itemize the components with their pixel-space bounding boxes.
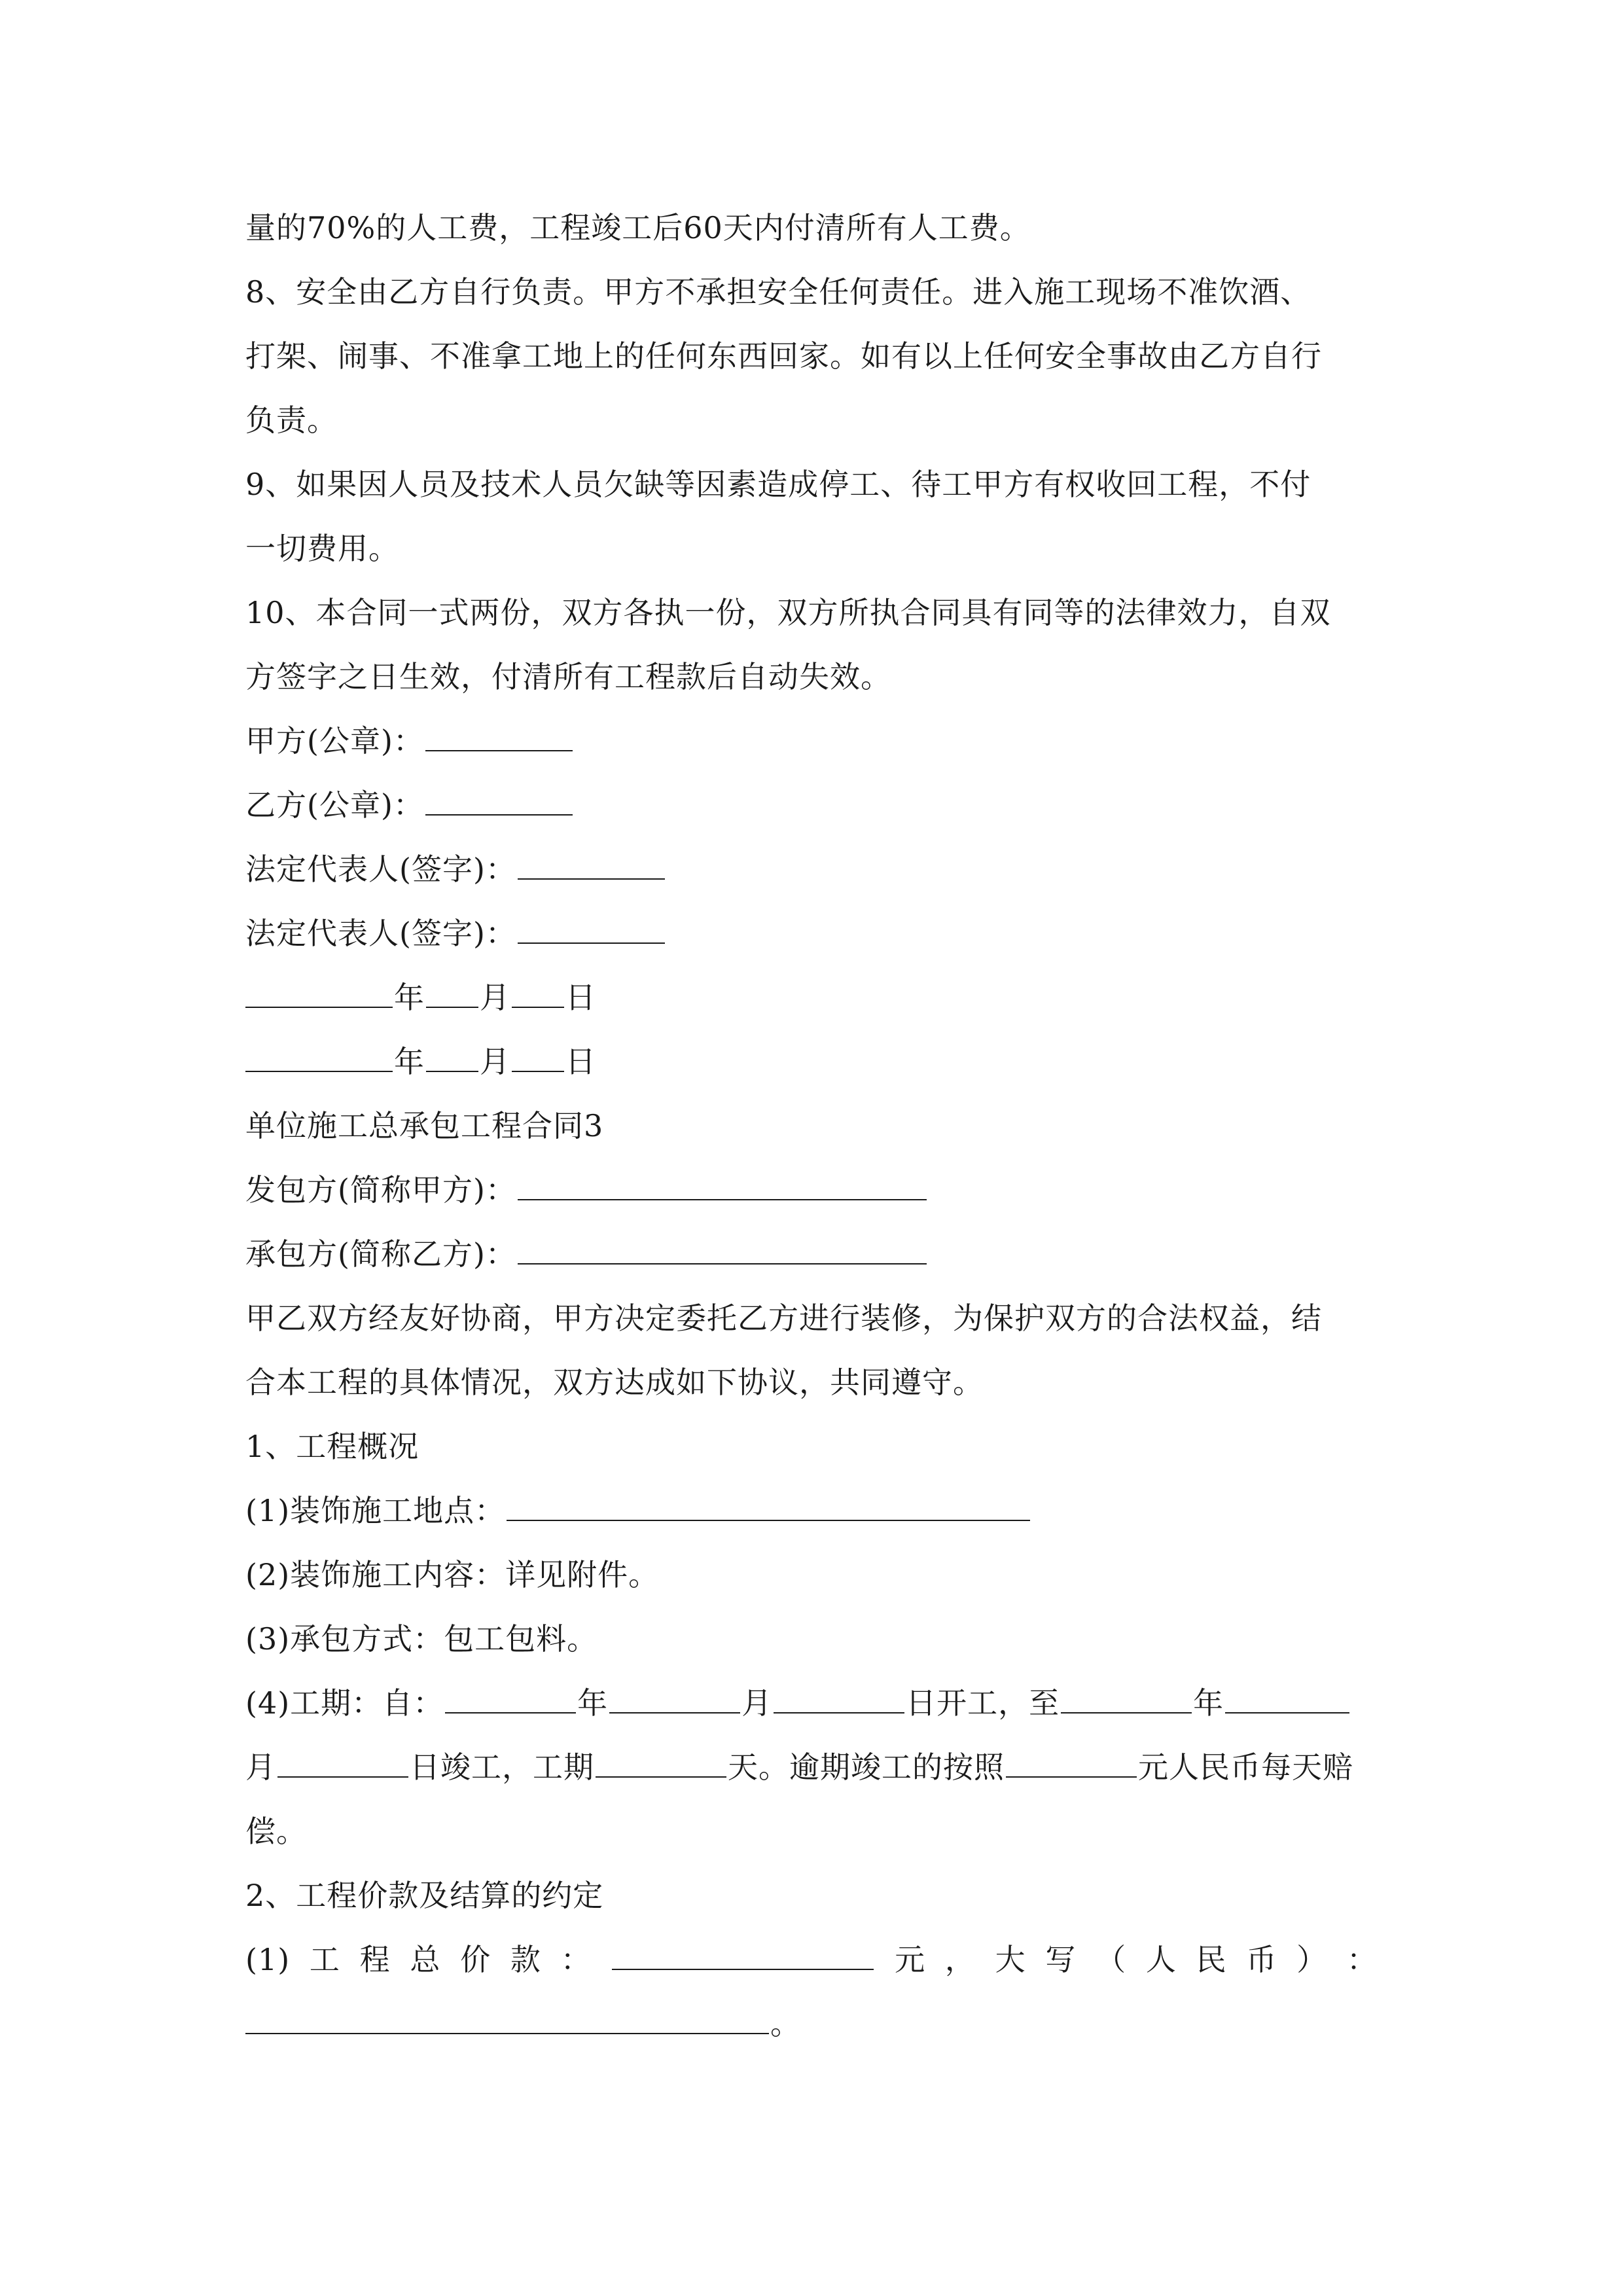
contractor-blank[interactable] bbox=[518, 1234, 927, 1265]
year-label: 年 bbox=[394, 980, 425, 1015]
day-blank[interactable] bbox=[512, 978, 564, 1008]
party-a-seal-blank[interactable] bbox=[425, 721, 573, 751]
section-1-heading: 1、工程概况 bbox=[245, 1429, 419, 1464]
start-day-blank[interactable] bbox=[774, 1683, 904, 1713]
end-year-blank[interactable] bbox=[1061, 1683, 1192, 1713]
period-row-2 bbox=[245, 1748, 1378, 1787]
end-year-label: 年 bbox=[1193, 1685, 1224, 1721]
start-month-label: 月 bbox=[741, 1685, 773, 1721]
text-line: 量的70%的人工费，工程竣工后60天内付清所有人工费。 bbox=[245, 210, 1031, 245]
rmb-char: 民 bbox=[1196, 1942, 1227, 1977]
day-label: 日 bbox=[565, 980, 596, 1015]
end-month-label: 月 bbox=[245, 1749, 276, 1785]
total-price-blank[interactable] bbox=[612, 1940, 874, 1970]
site-blank[interactable] bbox=[507, 1491, 1030, 1521]
end-day-blank[interactable] bbox=[277, 1748, 408, 1778]
clause-8-line-2: 打架、闹事、不准拿工地上的任何东西回家。如有以上任何安全事故由乙方自行 bbox=[245, 338, 1322, 374]
legal-rep-b-label: 法定代表人(签字)： bbox=[245, 916, 516, 951]
total-price-char: 价 bbox=[460, 1942, 491, 1977]
start-day-label: 日开工，至 bbox=[906, 1685, 1060, 1721]
year-blank[interactable] bbox=[245, 1042, 393, 1072]
upper-char: 大 bbox=[995, 1942, 1026, 1977]
legal-rep-a-blank[interactable] bbox=[518, 850, 665, 880]
legal-rep-b-blank[interactable] bbox=[518, 914, 665, 944]
period-mark: 。 bbox=[770, 2006, 801, 2041]
employer-blank[interactable] bbox=[518, 1170, 927, 1200]
upper-char: 写 bbox=[1045, 1942, 1077, 1977]
party-a-seal-row bbox=[245, 721, 1378, 761]
period-row-3: 偿。 bbox=[245, 1814, 307, 1849]
contract-3-title: 单位施工总承包工程合同3 bbox=[245, 1108, 604, 1143]
day-blank[interactable] bbox=[512, 1042, 564, 1072]
month-label: 月 bbox=[480, 980, 510, 1015]
day-label: 日 bbox=[565, 1044, 596, 1079]
preamble-line-1: 甲乙双方经友好协商，甲方决定委托乙方进行装修，为保护双方的合法权益，结 bbox=[245, 1300, 1322, 1336]
clause-9-line-2: 一切费用。 bbox=[245, 531, 399, 566]
upper-amount-blank[interactable] bbox=[245, 2004, 769, 2034]
legal-rep-b-row bbox=[245, 914, 1378, 953]
site-row bbox=[245, 1491, 1378, 1530]
duration-blank[interactable] bbox=[596, 1748, 726, 1778]
yuan-label: 元 bbox=[895, 1942, 926, 1977]
total-price-row bbox=[245, 1940, 1378, 1979]
end-month-blank[interactable] bbox=[1225, 1683, 1349, 1713]
paren-close: ） bbox=[1296, 1942, 1328, 1977]
rmb-char: 币 bbox=[1246, 1942, 1277, 1977]
contractor-row bbox=[245, 1234, 1378, 1274]
month-blank[interactable] bbox=[426, 978, 478, 1008]
penalty-blank[interactable] bbox=[1006, 1748, 1137, 1778]
party-b-seal-label: 乙方(公章)： bbox=[245, 787, 424, 823]
section-2-heading: 2、工程价款及结算的约定 bbox=[245, 1878, 604, 1913]
start-month-blank[interactable] bbox=[609, 1683, 740, 1713]
clause-10-line-2: 方签字之日生效，付清所有工程款后自动失效。 bbox=[245, 659, 891, 694]
period-row-1 bbox=[245, 1683, 1378, 1723]
total-price-char: 程 bbox=[359, 1942, 391, 1977]
legal-rep-a-label: 法定代表人(签字)： bbox=[245, 852, 516, 887]
start-year-label: 年 bbox=[577, 1685, 609, 1721]
employer-row bbox=[245, 1170, 1378, 1210]
month-label: 月 bbox=[480, 1044, 510, 1079]
period-label: (4)工期：自： bbox=[245, 1685, 444, 1721]
total-price-colon: ： bbox=[560, 1942, 592, 1977]
upper-colon: ： bbox=[1346, 1942, 1378, 1977]
end-day-label: 日竣工，工期 bbox=[410, 1749, 594, 1785]
party-a-seal-label: 甲方(公章)： bbox=[245, 723, 424, 759]
total-price-char: 工 bbox=[309, 1942, 340, 1977]
date-row-b bbox=[245, 1042, 1378, 1081]
legal-rep-a-row bbox=[245, 850, 1378, 889]
year-label: 年 bbox=[394, 1044, 425, 1079]
content-row: (2)装饰施工内容：详见附件。 bbox=[245, 1557, 660, 1592]
contractor-label: 承包方(简称乙方)： bbox=[245, 1236, 516, 1272]
duration-label: 天。逾期竣工的按照 bbox=[728, 1749, 1005, 1785]
penalty-label: 元人民币每天赔 bbox=[1138, 1749, 1353, 1785]
employer-label: 发包方(简称甲方)： bbox=[245, 1172, 516, 1208]
month-blank[interactable] bbox=[426, 1042, 478, 1072]
total-price-prefix: (1) bbox=[245, 1942, 291, 1977]
contract-mode-row: (3)承包方式：包工包料。 bbox=[245, 1621, 598, 1657]
start-year-blank[interactable] bbox=[445, 1683, 576, 1713]
site-label: (1)装饰施工地点： bbox=[245, 1493, 506, 1528]
clause-8-line-1: 8、安全由乙方自行负责。甲方不承担安全任何责任。进入施工现场不准饮酒、 bbox=[245, 274, 1311, 310]
paren-open: （ bbox=[1096, 1942, 1127, 1977]
clause-8-line-3: 负责。 bbox=[245, 403, 338, 438]
year-blank[interactable] bbox=[245, 978, 393, 1008]
total-price-char: 总 bbox=[410, 1942, 441, 1977]
clause-10-line-1: 10、本合同一式两份，双方各执一份，双方所执合同具有同等的法律效力，自双 bbox=[245, 595, 1331, 630]
upper-amount-row bbox=[245, 2004, 1378, 2043]
party-b-seal-blank[interactable] bbox=[425, 785, 573, 816]
comma: ， bbox=[944, 1942, 976, 1977]
party-b-seal-row bbox=[245, 785, 1378, 825]
clause-9-line-1: 9、如果因人员及技术人员欠缺等因素造成停工、待工甲方有权收回工程，不付 bbox=[245, 467, 1311, 502]
date-row-a bbox=[245, 978, 1378, 1017]
total-price-char: 款 bbox=[510, 1942, 541, 1977]
preamble-line-2: 合本工程的具体情况，双方达成如下协议，共同遵守。 bbox=[245, 1365, 984, 1400]
rmb-char: 人 bbox=[1145, 1942, 1177, 1977]
